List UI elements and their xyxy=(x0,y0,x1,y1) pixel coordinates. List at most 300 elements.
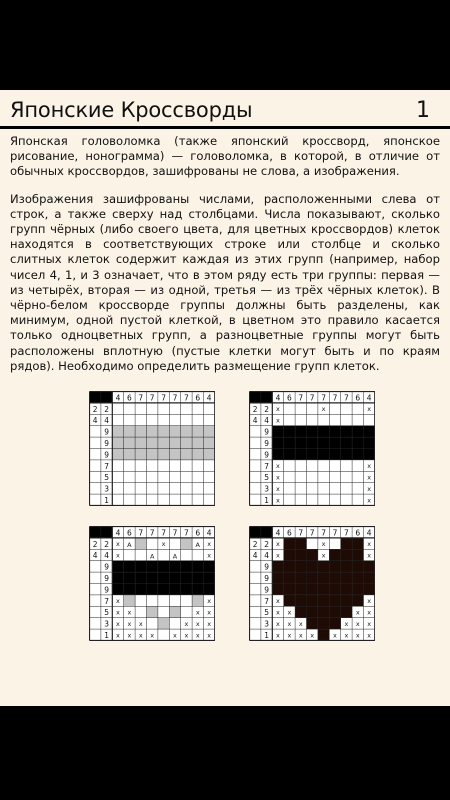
filled-cell xyxy=(341,426,352,437)
candidate-cell xyxy=(181,426,192,437)
candidate-cell xyxy=(181,538,192,549)
candidate-cell xyxy=(112,437,123,448)
filled-cell xyxy=(192,572,203,583)
filled-cell xyxy=(272,572,283,583)
cross-mark-icon: x xyxy=(367,496,372,505)
candidate-cell xyxy=(203,437,214,448)
filled-cell xyxy=(169,584,180,595)
candidate-cell xyxy=(192,426,203,437)
filled-cell xyxy=(318,629,329,640)
nonogram-grid xyxy=(89,391,215,506)
column-clue: 7 xyxy=(138,393,144,403)
caret-mark-icon: A xyxy=(195,541,201,550)
row-clue: 2 xyxy=(104,539,109,549)
candidate-cell xyxy=(124,426,135,437)
column-clue: 6 xyxy=(127,393,132,403)
row-clue: 9 xyxy=(104,427,109,437)
filled-cell xyxy=(318,606,329,617)
column-clue: 7 xyxy=(161,528,166,538)
nonogram-stage-2 xyxy=(249,391,375,506)
column-clue: 4 xyxy=(275,393,281,403)
filled-cell xyxy=(363,437,374,448)
page-header xyxy=(0,90,450,130)
column-clue: 7 xyxy=(332,528,338,538)
cross-mark-icon: x xyxy=(116,597,120,606)
page-title: Японские Кроссворды xyxy=(10,98,253,122)
column-clue: 6 xyxy=(195,393,201,403)
filled-cell xyxy=(284,595,295,606)
filled-cell xyxy=(306,549,317,560)
filled-cell xyxy=(124,572,135,583)
cross-mark-icon: x xyxy=(207,608,212,617)
cross-mark-icon: x xyxy=(116,619,120,628)
filled-cell xyxy=(272,584,283,595)
filled-cell xyxy=(124,561,135,572)
filled-cell xyxy=(284,426,295,437)
filled-cell xyxy=(352,561,363,572)
candidate-cell xyxy=(169,449,180,460)
row-clue: 4 xyxy=(252,551,258,561)
row-clue: 3 xyxy=(264,484,269,494)
column-clue: 7 xyxy=(309,393,315,403)
candidate-cell xyxy=(158,437,169,448)
cross-mark-icon: x xyxy=(321,540,326,549)
filled-cell xyxy=(352,595,363,606)
filled-cell xyxy=(352,584,363,595)
header-divider xyxy=(0,126,450,129)
cross-mark-icon: x xyxy=(298,631,303,640)
filled-cell xyxy=(272,449,283,460)
row-clue: 9 xyxy=(104,573,109,583)
filled-cell xyxy=(306,595,317,606)
row-clue: 5 xyxy=(264,473,269,483)
row-clue: 4 xyxy=(104,551,109,561)
filled-cell xyxy=(284,538,295,549)
filled-cell xyxy=(306,426,317,437)
cross-mark-icon: x xyxy=(276,619,280,628)
filled-cell xyxy=(284,549,295,560)
cross-mark-icon: x xyxy=(184,619,189,628)
column-clue: 4 xyxy=(115,393,121,403)
filled-cell xyxy=(306,606,317,617)
candidate-cell xyxy=(146,606,157,617)
candidate-cell xyxy=(135,449,146,460)
row-clue: 3 xyxy=(104,484,109,494)
filled-cell xyxy=(203,584,214,595)
filled-cell xyxy=(272,561,283,572)
column-clue: 7 xyxy=(344,393,349,403)
cross-mark-icon: x xyxy=(367,540,372,549)
filled-cell xyxy=(352,426,363,437)
filled-cell xyxy=(341,449,352,460)
filled-cell xyxy=(284,584,295,595)
candidate-cell xyxy=(192,595,203,606)
column-clue: 4 xyxy=(206,393,212,403)
filled-cell xyxy=(341,437,352,448)
filled-cell xyxy=(363,572,374,583)
filled-cell xyxy=(284,572,295,583)
page-number: 1 xyxy=(416,98,430,123)
row-clue: 4 xyxy=(264,416,269,426)
filled-cell xyxy=(203,561,214,572)
filled-cell xyxy=(329,426,340,437)
filled-cell xyxy=(352,449,363,460)
filled-cell xyxy=(329,584,340,595)
candidate-cell xyxy=(192,437,203,448)
cross-mark-icon: x xyxy=(321,405,326,414)
filled-cell xyxy=(329,437,340,448)
cross-mark-icon: x xyxy=(207,597,212,606)
row-clue: 1 xyxy=(264,630,269,640)
column-clue: 7 xyxy=(184,393,189,403)
column-clue: 7 xyxy=(161,393,166,403)
row-clue: 9 xyxy=(104,450,109,460)
row-clue: 7 xyxy=(264,596,269,606)
row-clue: 9 xyxy=(264,427,269,437)
column-clue: 7 xyxy=(172,528,178,538)
filled-cell xyxy=(295,561,306,572)
cross-mark-icon: x xyxy=(367,462,372,471)
candidate-cell xyxy=(135,538,146,549)
filled-cell xyxy=(341,606,352,617)
candidate-cell xyxy=(124,437,135,448)
row-clue: 9 xyxy=(264,562,269,572)
nonogram-grid xyxy=(249,391,375,506)
filled-cell xyxy=(341,561,352,572)
cross-mark-icon: x xyxy=(195,619,200,628)
cross-mark-icon: x xyxy=(367,631,372,640)
filled-cell xyxy=(158,572,169,583)
row-clue: 1 xyxy=(104,495,109,505)
filled-cell xyxy=(146,584,157,595)
filled-cell xyxy=(295,549,306,560)
cross-mark-icon: x xyxy=(276,631,280,640)
filled-cell xyxy=(112,584,123,595)
row-clue: 4 xyxy=(252,416,258,426)
row-clue: 2 xyxy=(252,404,258,414)
filled-cell xyxy=(146,572,157,583)
nonogram-grid xyxy=(89,526,215,641)
column-clue: 7 xyxy=(321,528,326,538)
row-clue: 9 xyxy=(104,585,109,595)
candidate-cell xyxy=(112,426,123,437)
candidate-cell xyxy=(169,437,180,448)
cross-mark-icon: x xyxy=(195,631,200,640)
column-clue: 7 xyxy=(344,528,349,538)
filled-cell xyxy=(169,561,180,572)
column-clue: 7 xyxy=(332,393,338,403)
row-clue: 9 xyxy=(104,438,109,448)
filled-cell xyxy=(295,426,306,437)
cross-mark-icon: x xyxy=(276,597,280,606)
filled-cell xyxy=(158,561,169,572)
filled-cell xyxy=(318,449,329,460)
column-clue: 7 xyxy=(298,528,304,538)
cross-mark-icon: x xyxy=(287,608,292,617)
row-clue: 2 xyxy=(252,539,258,549)
filled-cell xyxy=(363,561,374,572)
cross-mark-icon: x xyxy=(161,540,166,549)
cross-mark-icon: x xyxy=(184,631,189,640)
filled-cell xyxy=(181,584,192,595)
row-clue: 9 xyxy=(264,585,269,595)
filled-cell xyxy=(284,449,295,460)
filled-cell xyxy=(158,584,169,595)
filled-cell xyxy=(329,549,340,560)
filled-cell xyxy=(352,437,363,448)
cross-mark-icon: x xyxy=(367,473,372,482)
filled-cell xyxy=(272,426,283,437)
cross-mark-icon: x xyxy=(127,631,132,640)
filled-cell xyxy=(135,561,146,572)
filled-cell xyxy=(329,595,340,606)
cross-mark-icon: x xyxy=(276,551,280,560)
filled-cell xyxy=(295,437,306,448)
candidate-cell xyxy=(203,426,214,437)
candidate-cell xyxy=(124,595,135,606)
filled-cell xyxy=(352,538,363,549)
cross-mark-icon: x xyxy=(276,473,280,482)
candidate-cell xyxy=(146,449,157,460)
cross-mark-icon: x xyxy=(344,631,349,640)
filled-cell xyxy=(306,561,317,572)
column-clue: 7 xyxy=(321,393,326,403)
cross-mark-icon: x xyxy=(367,597,372,606)
cross-mark-icon: x xyxy=(298,619,303,628)
cross-mark-icon: x xyxy=(207,631,212,640)
filled-cell xyxy=(124,584,135,595)
nonogram-stage-1 xyxy=(89,391,215,506)
column-clue: 6 xyxy=(127,528,132,538)
cross-mark-icon: x xyxy=(173,631,177,640)
column-clue: 7 xyxy=(149,393,155,403)
cross-mark-icon: x xyxy=(116,540,120,549)
cross-mark-icon: x xyxy=(207,551,212,560)
column-clue: 6 xyxy=(287,393,292,403)
filled-cell xyxy=(295,606,306,617)
filled-cell xyxy=(135,584,146,595)
row-clue: 4 xyxy=(92,416,98,426)
candidate-cell xyxy=(135,437,146,448)
row-clue: 5 xyxy=(104,608,109,618)
cross-mark-icon: x xyxy=(367,484,372,493)
caret-mark-icon: A xyxy=(127,541,132,550)
column-clue: 7 xyxy=(172,393,178,403)
filled-cell xyxy=(112,572,123,583)
caret-mark-icon: A xyxy=(149,552,155,561)
book-page xyxy=(0,90,450,706)
filled-cell xyxy=(341,595,352,606)
filled-cell xyxy=(329,606,340,617)
row-clue: 9 xyxy=(104,562,109,572)
filled-cell xyxy=(146,561,157,572)
filled-cell xyxy=(341,584,352,595)
column-clue: 4 xyxy=(366,528,372,538)
filled-cell xyxy=(135,572,146,583)
candidate-cell xyxy=(192,449,203,460)
column-clue: 4 xyxy=(206,528,212,538)
filled-cell xyxy=(318,618,329,629)
filled-cell xyxy=(306,437,317,448)
article-paragraph-2: Изображения зашифрованы числами, расположенными слева от строк, а также сверху над столбцами. Числа показывают, сколько групп чёрных (либо своего цвета, для цветных кроссвордов) клеток находятся в соответствующих строке или столбце и сколько слитных клеток содержит каждая из этих групп (например, набор чисел 4, 1, и 3 означает, что в этом ряду есть три группы: первая — из четырёх, вторая — из одной, третья — из трёх чёрных клеток). В чёрно-белом кроссворде группы должны быть разделены, как минимум, одной пустой клеткой, в цветном это правило касается только одноцветных групп, а разноцветные группы могут быть расположены вплотную (пустые клетки могут быть и по краям рядов). Необходимо определить размещение групп клеток. xyxy=(10,191,440,373)
candidate-cell xyxy=(181,449,192,460)
cross-mark-icon: x xyxy=(367,619,372,628)
candidate-cell xyxy=(158,449,169,460)
filled-cell xyxy=(169,572,180,583)
column-clue: 7 xyxy=(309,528,315,538)
cross-mark-icon: x xyxy=(116,551,120,560)
cross-mark-icon: x xyxy=(276,496,280,505)
filled-cell xyxy=(329,561,340,572)
filled-cell xyxy=(284,437,295,448)
candidate-cell xyxy=(158,426,169,437)
cross-mark-icon: x xyxy=(276,540,280,549)
filled-cell xyxy=(341,538,352,549)
cross-mark-icon: x xyxy=(150,631,155,640)
cross-mark-icon: x xyxy=(310,631,315,640)
row-clue: 7 xyxy=(104,461,109,471)
cross-mark-icon: x xyxy=(355,619,360,628)
row-clue: 2 xyxy=(264,539,269,549)
column-clue: 4 xyxy=(115,528,121,538)
cross-mark-icon: x xyxy=(116,608,120,617)
column-clue: 7 xyxy=(298,393,304,403)
column-clue: 6 xyxy=(355,393,361,403)
cross-mark-icon: x xyxy=(355,608,360,617)
article-body xyxy=(10,134,440,386)
filled-cell xyxy=(295,584,306,595)
filled-cell xyxy=(363,426,374,437)
cross-mark-icon: x xyxy=(138,631,143,640)
row-clue: 7 xyxy=(104,596,109,606)
cross-mark-icon: x xyxy=(207,540,212,549)
filled-cell xyxy=(112,561,123,572)
cross-mark-icon: x xyxy=(127,608,132,617)
column-clue: 7 xyxy=(138,528,144,538)
filled-cell xyxy=(318,561,329,572)
candidate-cell xyxy=(158,618,169,629)
row-clue: 9 xyxy=(264,573,269,583)
nonogram-stage-4 xyxy=(249,526,375,641)
filled-cell xyxy=(318,584,329,595)
row-clue: 7 xyxy=(264,461,269,471)
cross-mark-icon: x xyxy=(276,405,280,414)
filled-cell xyxy=(306,584,317,595)
cross-mark-icon: x xyxy=(127,619,132,628)
column-clue: 6 xyxy=(287,528,292,538)
filled-cell xyxy=(352,572,363,583)
filled-cell xyxy=(318,572,329,583)
column-clue: 7 xyxy=(184,528,189,538)
column-clue: 7 xyxy=(149,528,155,538)
filled-cell xyxy=(295,572,306,583)
filled-cell xyxy=(295,595,306,606)
filled-cell xyxy=(318,595,329,606)
candidate-cell xyxy=(169,606,180,617)
cross-mark-icon: x xyxy=(367,405,372,414)
candidate-cell xyxy=(112,449,123,460)
filled-cell xyxy=(306,572,317,583)
article-paragraph-1: Японская головоломка (также японский кроссворд, японское рисование, нонограмма) — головоломка, в которой, в отличие от обычных кроссвордов, зашифрованы не слова, а изображения. xyxy=(10,134,440,179)
row-clue: 4 xyxy=(92,551,98,561)
cross-mark-icon: x xyxy=(344,619,349,628)
filled-cell xyxy=(363,584,374,595)
row-clue: 3 xyxy=(264,619,269,629)
caret-mark-icon: A xyxy=(172,552,178,561)
filled-cell xyxy=(329,572,340,583)
column-clue: 4 xyxy=(275,528,281,538)
cross-mark-icon: x xyxy=(276,416,280,425)
row-clue: 9 xyxy=(264,438,269,448)
cross-mark-icon: x xyxy=(355,631,360,640)
cross-mark-icon: x xyxy=(333,631,337,640)
row-clue: 4 xyxy=(264,551,269,561)
filled-cell xyxy=(272,437,283,448)
filled-cell xyxy=(306,618,317,629)
column-clue: 4 xyxy=(366,393,372,403)
candidate-cell xyxy=(181,437,192,448)
filled-cell xyxy=(341,549,352,560)
filled-cell xyxy=(295,538,306,549)
cross-mark-icon: x xyxy=(367,608,372,617)
row-clue: 1 xyxy=(264,495,269,505)
filled-cell xyxy=(284,561,295,572)
cross-mark-icon: x xyxy=(287,631,292,640)
filled-cell xyxy=(306,449,317,460)
column-clue: 6 xyxy=(195,528,201,538)
cross-mark-icon: x xyxy=(321,551,326,560)
row-clue: 2 xyxy=(104,404,109,414)
candidate-cell xyxy=(146,437,157,448)
filled-cell xyxy=(363,449,374,460)
row-clue: 4 xyxy=(104,416,109,426)
filled-cell xyxy=(203,572,214,583)
column-clue: 6 xyxy=(355,528,361,538)
candidate-cell xyxy=(135,426,146,437)
filled-cell xyxy=(341,572,352,583)
filled-cell xyxy=(181,561,192,572)
filled-cell xyxy=(192,561,203,572)
candidate-cell xyxy=(124,449,135,460)
filled-cell xyxy=(352,549,363,560)
row-clue: 3 xyxy=(104,619,109,629)
filled-cell xyxy=(318,437,329,448)
candidate-cell xyxy=(146,426,157,437)
cross-mark-icon: x xyxy=(276,462,280,471)
row-clue: 5 xyxy=(264,608,269,618)
filled-cell xyxy=(329,618,340,629)
nonogram-grid xyxy=(249,526,375,641)
candidate-cell xyxy=(169,426,180,437)
candidate-cell xyxy=(203,449,214,460)
row-clue: 2 xyxy=(264,404,269,414)
row-clue: 5 xyxy=(104,473,109,483)
cross-mark-icon: x xyxy=(195,608,200,617)
filled-cell xyxy=(295,449,306,460)
filled-cell xyxy=(318,426,329,437)
row-clue: 2 xyxy=(92,539,98,549)
filled-cell xyxy=(181,572,192,583)
cross-mark-icon: x xyxy=(138,619,143,628)
row-clue: 9 xyxy=(264,450,269,460)
row-clue: 2 xyxy=(92,404,98,414)
cross-mark-icon: x xyxy=(276,484,280,493)
nonogram-stage-3 xyxy=(89,526,215,641)
cross-mark-icon: x xyxy=(276,608,280,617)
cross-mark-icon: x xyxy=(287,619,292,628)
cross-mark-icon: x xyxy=(207,619,212,628)
filled-cell xyxy=(329,449,340,460)
